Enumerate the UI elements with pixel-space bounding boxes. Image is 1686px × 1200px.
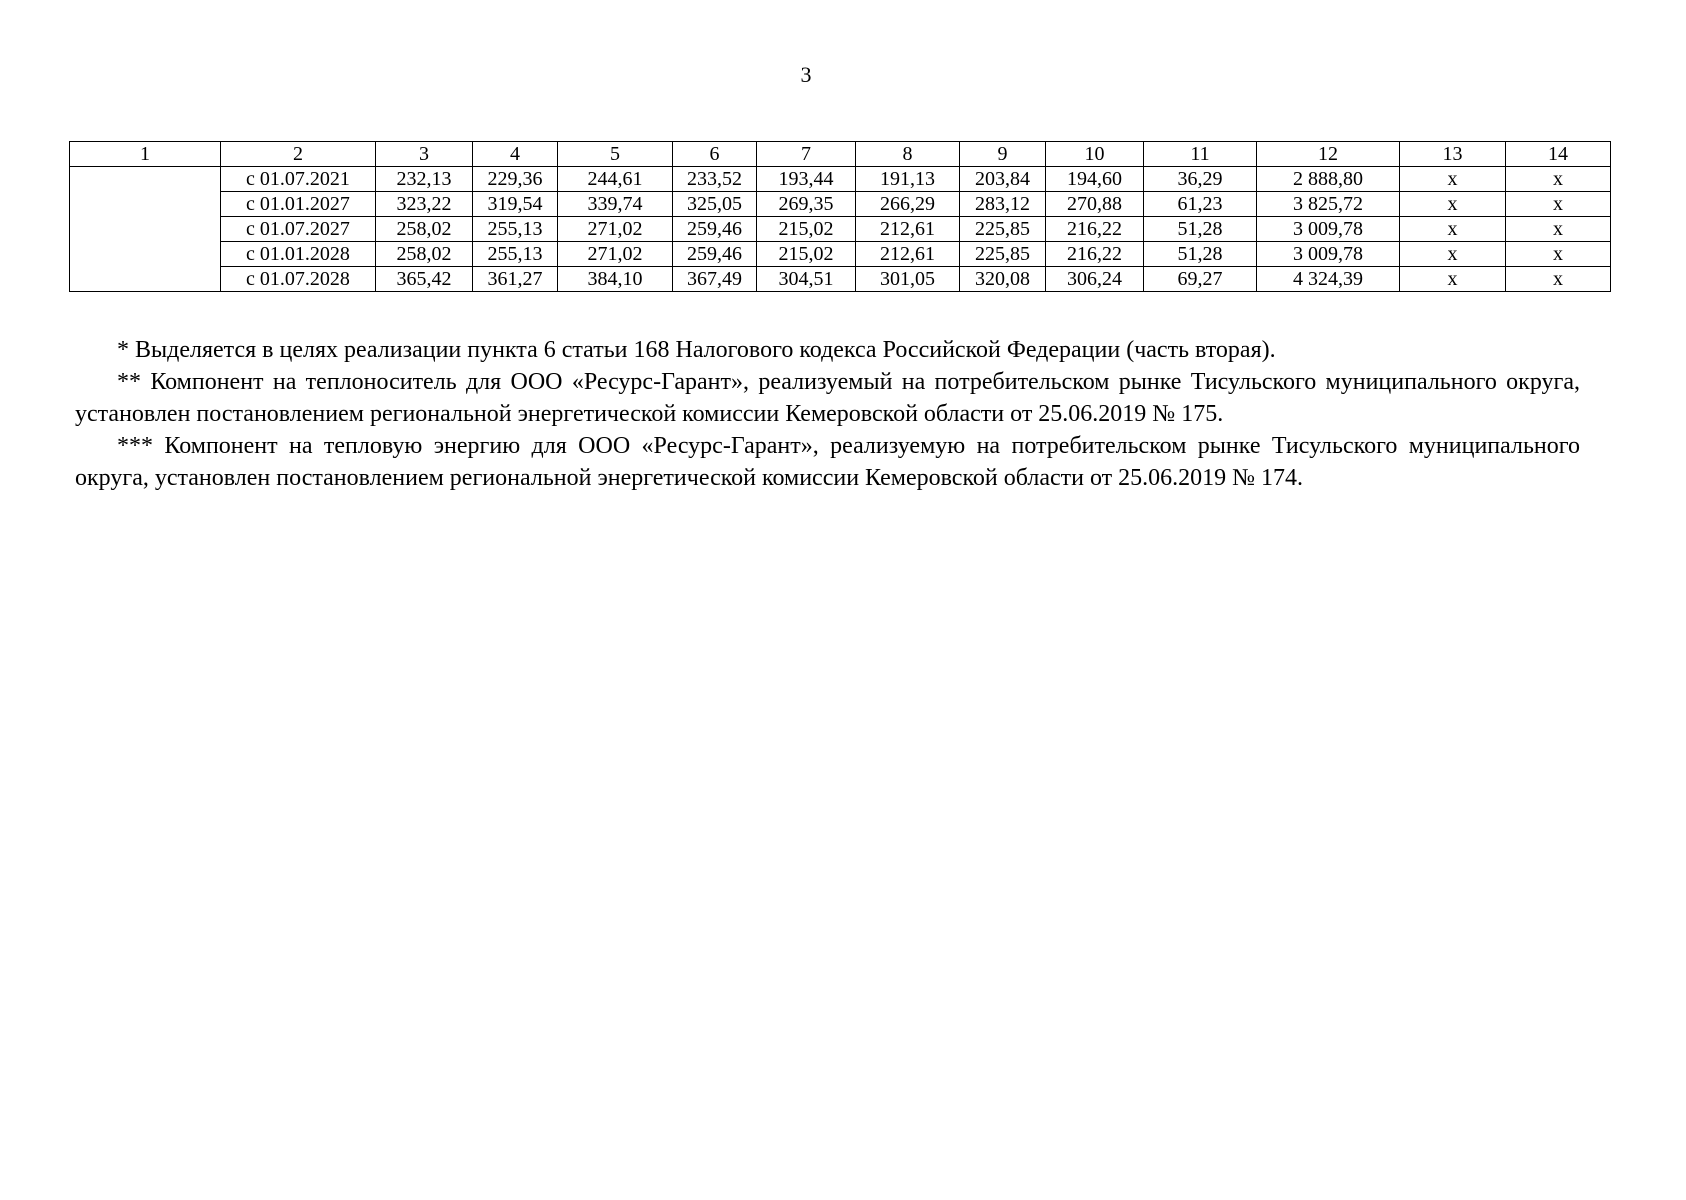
value-cell: 36,29 bbox=[1144, 167, 1257, 192]
value-cell: 244,61 bbox=[558, 167, 673, 192]
value-cell: 320,08 bbox=[960, 267, 1046, 292]
value-cell: 216,22 bbox=[1046, 242, 1144, 267]
value-cell: 3 009,78 bbox=[1257, 217, 1400, 242]
value-cell: 69,27 bbox=[1144, 267, 1257, 292]
tariff-table bbox=[69, 141, 1611, 292]
value-cell: x bbox=[1506, 217, 1611, 242]
column-number-cell: 1 bbox=[70, 142, 221, 167]
value-cell: 365,42 bbox=[376, 267, 473, 292]
value-cell: x bbox=[1506, 192, 1611, 217]
footnotes bbox=[75, 334, 1580, 494]
value-cell: x bbox=[1400, 267, 1506, 292]
column-number-cell: 9 bbox=[960, 142, 1046, 167]
value-cell: 212,61 bbox=[856, 217, 960, 242]
column-number-cell: 12 bbox=[1257, 142, 1400, 167]
value-cell: 61,23 bbox=[1144, 192, 1257, 217]
column-number-cell: 2 bbox=[221, 142, 376, 167]
value-cell: 193,44 bbox=[757, 167, 856, 192]
value-cell: 361,27 bbox=[473, 267, 558, 292]
value-cell: 255,13 bbox=[473, 242, 558, 267]
value-cell: 51,28 bbox=[1144, 242, 1257, 267]
value-cell: x bbox=[1506, 267, 1611, 292]
value-cell: 215,02 bbox=[757, 242, 856, 267]
value-cell: 271,02 bbox=[558, 217, 673, 242]
value-cell: x bbox=[1400, 192, 1506, 217]
value-cell: 306,24 bbox=[1046, 267, 1144, 292]
value-cell: 232,13 bbox=[376, 167, 473, 192]
table-row bbox=[70, 167, 1611, 192]
value-cell: 259,46 bbox=[673, 217, 757, 242]
value-cell: 339,74 bbox=[558, 192, 673, 217]
table-row bbox=[70, 217, 1611, 242]
column-number-cell: 8 bbox=[856, 142, 960, 167]
value-cell: 319,54 bbox=[473, 192, 558, 217]
value-cell: 325,05 bbox=[673, 192, 757, 217]
period-cell: с 01.07.2028 bbox=[221, 267, 376, 292]
period-cell: с 01.07.2027 bbox=[221, 217, 376, 242]
value-cell: 3 009,78 bbox=[1257, 242, 1400, 267]
value-cell: 215,02 bbox=[757, 217, 856, 242]
period-cell: с 01.01.2027 bbox=[221, 192, 376, 217]
value-cell: x bbox=[1400, 167, 1506, 192]
column-number-cell: 5 bbox=[558, 142, 673, 167]
footnote-heat-component: *** Компонент на тепловую энергию для ООО «Ресурс-Гарант», реализуемую на потребительском рынке Тисульского муниципального округа, установлен постановлением региональной энергетической комиссии Кемеровской области от 25.06.2019 № 174. bbox=[75, 433, 1580, 491]
value-cell: 323,22 bbox=[376, 192, 473, 217]
value-cell: 51,28 bbox=[1144, 217, 1257, 242]
column-number-cell: 3 bbox=[376, 142, 473, 167]
value-cell: 225,85 bbox=[960, 217, 1046, 242]
value-cell: x bbox=[1400, 217, 1506, 242]
value-cell: 259,46 bbox=[673, 242, 757, 267]
column-number-cell: 6 bbox=[673, 142, 757, 167]
value-cell: 283,12 bbox=[960, 192, 1046, 217]
column-number-cell: 10 bbox=[1046, 142, 1144, 167]
value-cell: 4 324,39 bbox=[1257, 267, 1400, 292]
table-header-row bbox=[70, 142, 1611, 167]
value-cell: 269,35 bbox=[757, 192, 856, 217]
table-row bbox=[70, 267, 1611, 292]
value-cell: 384,10 bbox=[558, 267, 673, 292]
value-cell: 301,05 bbox=[856, 267, 960, 292]
column-number-cell: 14 bbox=[1506, 142, 1611, 167]
value-cell: 255,13 bbox=[473, 217, 558, 242]
column-number-cell: 7 bbox=[757, 142, 856, 167]
value-cell: 225,85 bbox=[960, 242, 1046, 267]
value-cell: x bbox=[1400, 242, 1506, 267]
footnote-coolant-component: ** Компонент на теплоноситель для ООО «Ресурс-Гарант», реализуемый на потребительском рынке Тисульского муниципального округа, установлен постановлением региональной энергетической комиссии Кемеровской области от 25.06.2019 № 175. bbox=[75, 369, 1580, 427]
period-cell: с 01.07.2021 bbox=[221, 167, 376, 192]
value-cell: 212,61 bbox=[856, 242, 960, 267]
value-cell: 367,49 bbox=[673, 267, 757, 292]
value-cell: 233,52 bbox=[673, 167, 757, 192]
table-row bbox=[70, 242, 1611, 267]
value-cell: 271,02 bbox=[558, 242, 673, 267]
value-cell: 2 888,80 bbox=[1257, 167, 1400, 192]
tariff-table-body bbox=[70, 142, 1611, 292]
value-cell: 258,02 bbox=[376, 242, 473, 267]
value-cell: 270,88 bbox=[1046, 192, 1144, 217]
value-cell: x bbox=[1506, 242, 1611, 267]
table-row bbox=[70, 192, 1611, 217]
column-number-cell: 13 bbox=[1400, 142, 1506, 167]
value-cell: 3 825,72 bbox=[1257, 192, 1400, 217]
page-number: 3 bbox=[800, 62, 812, 87]
value-cell: 304,51 bbox=[757, 267, 856, 292]
period-cell: с 01.01.2028 bbox=[221, 242, 376, 267]
column-number-cell: 4 bbox=[473, 142, 558, 167]
value-cell: 191,13 bbox=[856, 167, 960, 192]
value-cell: 203,84 bbox=[960, 167, 1046, 192]
value-cell: 229,36 bbox=[473, 167, 558, 192]
value-cell: 216,22 bbox=[1046, 217, 1144, 242]
merged-empty-cell bbox=[70, 167, 221, 292]
value-cell: 194,60 bbox=[1046, 167, 1144, 192]
value-cell: 258,02 bbox=[376, 217, 473, 242]
value-cell: x bbox=[1506, 167, 1611, 192]
footnote-vat: * Выделяется в целях реализации пункта 6 статьи 168 Налогового кодекса Российской Федерации (часть вторая). bbox=[117, 337, 1276, 363]
value-cell: 266,29 bbox=[856, 192, 960, 217]
column-number-cell: 11 bbox=[1144, 142, 1257, 167]
